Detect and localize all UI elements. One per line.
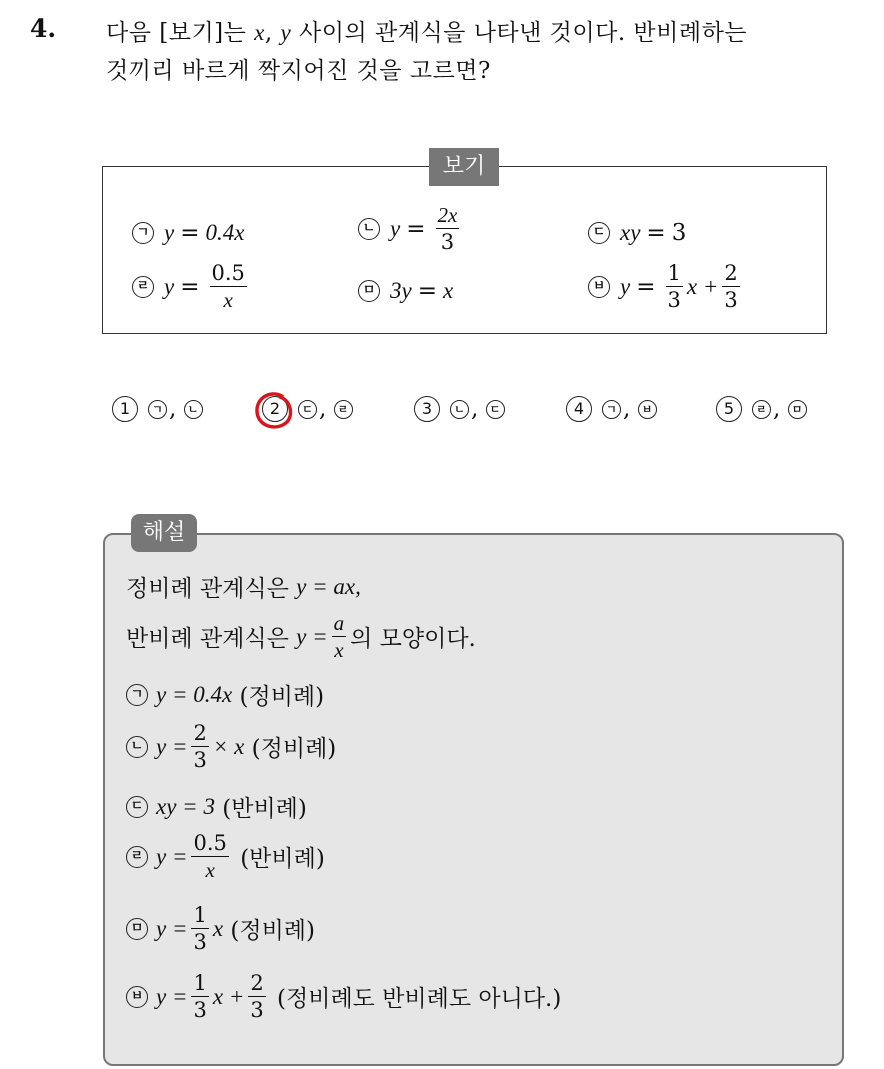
choice-number: 3 — [414, 396, 440, 422]
math: y = ax, — [296, 573, 361, 599]
fraction — [722, 262, 739, 311]
equals: = — [646, 220, 666, 246]
rhs: 0.4x — [205, 220, 245, 245]
mark-nieun-icon: ㄴ — [358, 218, 380, 240]
bogi-item-3 — [588, 220, 686, 246]
lhs: y — [164, 220, 175, 245]
bogi-item-5 — [358, 278, 453, 304]
numerator: 1 — [666, 262, 683, 287]
denominator: 3 — [193, 998, 207, 1023]
bogi-item-1 — [132, 220, 244, 246]
bogi-item-4 — [132, 262, 251, 311]
equals: = — [636, 273, 656, 300]
lhs: y = — [296, 623, 328, 649]
note: (정비례) — [239, 684, 325, 710]
note: (반비례) — [222, 796, 307, 822]
mark-digeut-icon: ㄷ — [486, 400, 505, 419]
mark-rieul-icon: ㄹ — [126, 846, 148, 868]
denominator: 3 — [440, 230, 455, 255]
solution-row-4 — [126, 832, 325, 881]
note: (반비례) — [240, 846, 325, 873]
mark-bieup-icon: ㅂ — [638, 400, 657, 419]
choice-number: 1 — [112, 396, 138, 422]
fraction — [436, 204, 460, 253]
solution-line-2 — [126, 612, 476, 661]
sep: , — [773, 396, 781, 422]
mark-rieul-icon: ㄹ — [752, 400, 771, 419]
numerator: 2x — [436, 204, 460, 229]
denominator: 3 — [193, 930, 207, 955]
rhs: x — [443, 278, 454, 303]
fraction — [191, 904, 208, 953]
text: 의 모양이다. — [350, 626, 476, 653]
fraction — [666, 262, 683, 311]
mark-bieup-icon: ㅂ — [126, 986, 148, 1008]
numerator: 0.5 — [210, 262, 247, 287]
mark-rieul-icon: ㄹ — [334, 400, 353, 419]
numerator: 0.5 — [191, 832, 228, 857]
solution-row-6 — [126, 972, 561, 1021]
fraction — [210, 262, 247, 311]
question-text-line1 — [106, 14, 747, 47]
after: x + — [212, 983, 245, 1009]
choice-4[interactable] — [566, 396, 659, 422]
denominator: x — [223, 288, 233, 313]
fraction — [248, 972, 265, 1021]
solution-row-3 — [126, 790, 307, 823]
mark-giyeok-icon: ㄱ — [126, 684, 148, 706]
after: × x — [212, 733, 245, 759]
lhs: y = — [156, 733, 188, 759]
sep: , — [623, 396, 631, 422]
mark-mieum-icon: ㅁ — [358, 280, 380, 302]
denominator: 3 — [724, 288, 738, 313]
choice-5[interactable] — [716, 396, 809, 422]
equals: = — [180, 220, 200, 246]
solution-row-1 — [126, 678, 324, 711]
lhs: y = — [156, 843, 188, 869]
lhs: 3y — [390, 278, 412, 303]
after: x — [212, 915, 224, 941]
numerator: a — [332, 612, 347, 637]
text: 정비례 관계식은 — [126, 576, 289, 602]
solution-row-2 — [126, 722, 336, 771]
numerator: 1 — [191, 904, 208, 929]
choice-number: 2 — [262, 396, 288, 422]
choice-number: 4 — [566, 396, 592, 422]
math: xy = 3 — [156, 793, 215, 819]
fraction — [332, 612, 347, 661]
answer-selection-circle-icon — [252, 390, 294, 432]
numerator: 2 — [722, 262, 739, 287]
equals: = — [417, 278, 437, 304]
fraction — [191, 832, 228, 881]
denominator: 3 — [250, 998, 264, 1023]
lhs: y — [390, 215, 401, 241]
mark-nieun-icon: ㄴ — [184, 400, 203, 419]
lhs: y = — [156, 983, 188, 1009]
note: (정비례) — [251, 736, 337, 763]
mark-nieun-icon: ㄴ — [126, 736, 148, 758]
mark-rieul-icon: ㄹ — [132, 276, 154, 298]
equals: = — [406, 215, 426, 242]
mark-bieup-icon: ㅂ — [588, 276, 610, 298]
denominator: 3 — [193, 748, 207, 773]
numerator: 2 — [248, 972, 265, 997]
bogi-item-2 — [358, 204, 463, 253]
mark-nieun-icon: ㄴ — [450, 400, 469, 419]
lhs: xy — [620, 220, 641, 245]
equals: = — [180, 273, 200, 300]
solution-label: 해설 — [131, 514, 197, 552]
note: (정비례도 반비례도 아니다.) — [277, 986, 562, 1013]
question-text-part: 다음 [보기]는 — [106, 20, 247, 46]
var-x: x — [254, 20, 265, 45]
sep: , — [169, 396, 177, 422]
denominator: 3 — [667, 288, 681, 313]
numerator: 1 — [191, 972, 208, 997]
question-text-line2: 것끼리 바르게 짝지어진 것을 고르면? — [106, 58, 491, 84]
math: y = 0.4x — [156, 681, 233, 707]
lhs: y = — [156, 915, 188, 941]
sep: , — [319, 396, 327, 422]
lhs: y — [620, 273, 631, 299]
denominator: x — [205, 858, 215, 883]
rhs: 3 — [671, 220, 687, 246]
denominator: x — [334, 638, 344, 663]
bogi-item-6 — [588, 262, 744, 311]
fraction — [191, 972, 208, 1021]
choice-number: 5 — [716, 396, 742, 422]
mark-giyeok-icon: ㄱ — [132, 222, 154, 244]
question-number: 4. — [30, 14, 57, 43]
fraction — [191, 722, 208, 771]
mark-digeut-icon: ㄷ — [126, 796, 148, 818]
text: 반비례 관계식은 — [126, 626, 289, 653]
mark-digeut-icon: ㄷ — [298, 400, 317, 419]
choice-3[interactable] — [414, 396, 507, 422]
comma: , — [264, 20, 273, 46]
choice-1[interactable] — [112, 396, 205, 422]
mark-mieum-icon: ㅁ — [788, 400, 807, 419]
bogi-label: 보기 — [429, 148, 499, 186]
mark-giyeok-icon: ㄱ — [148, 400, 167, 419]
solution-line-1 — [126, 570, 361, 603]
question-text-part: 사이의 관계식을 나타낸 것이다. 반비례하는 — [299, 20, 748, 46]
sep: , — [471, 396, 479, 422]
mark-mieum-icon: ㅁ — [126, 918, 148, 940]
note: (정비례) — [230, 918, 315, 945]
mid-term: x + — [686, 273, 719, 299]
numerator: 2 — [191, 722, 208, 747]
lhs: y — [164, 273, 175, 299]
mark-giyeok-icon: ㄱ — [602, 400, 621, 419]
mark-digeut-icon: ㄷ — [588, 222, 610, 244]
var-y: y — [280, 20, 292, 45]
solution-row-5 — [126, 904, 315, 953]
